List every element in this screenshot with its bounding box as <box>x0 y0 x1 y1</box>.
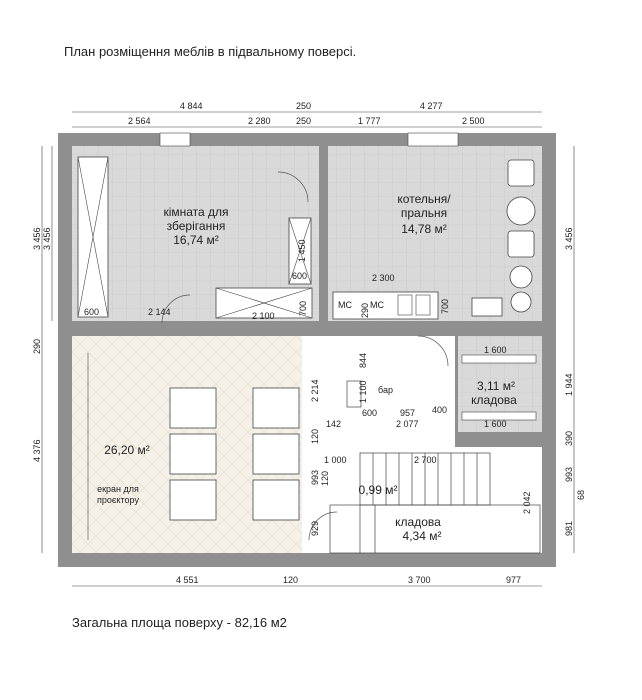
dim-600a: 600 <box>84 307 100 317</box>
dim-120a: 120 <box>310 428 320 444</box>
dim-700a: 700 <box>298 300 308 316</box>
dim-2100: 2 100 <box>252 311 275 321</box>
tank-3 <box>511 292 531 312</box>
dim-929: 929 <box>310 520 320 536</box>
tall-unit <box>472 298 502 316</box>
cinema-area: 26,20 м² <box>104 443 150 457</box>
sink-2 <box>416 295 430 315</box>
dim-600c: 600 <box>362 408 378 418</box>
dim-290: 290 <box>360 302 370 318</box>
tank-2 <box>510 266 532 288</box>
dim-top-inner-5: 2 500 <box>462 116 485 126</box>
storage-room-line1: кімната для <box>163 205 229 219</box>
dim-bottom-1: 4 551 <box>176 575 199 585</box>
screen-label-2: проєктору <box>97 495 139 505</box>
dim-top-inner-3: 250 <box>296 116 312 126</box>
boiler-room-line2: пральня <box>400 206 448 220</box>
dim-right-4: 993 <box>564 466 574 482</box>
dim-bottom-4: 977 <box>506 575 522 585</box>
dim-top-inner-1: 2 564 <box>128 116 151 126</box>
mc-label-2: МС <box>370 300 384 310</box>
washer <box>508 231 534 257</box>
pantry-top-area: 3,11 м² <box>476 379 516 393</box>
dim-700b: 700 <box>440 298 450 314</box>
dim-2077: 2 077 <box>396 419 419 429</box>
pantry-top-name: кладова <box>471 393 517 407</box>
dim-top-inner-2: 2 280 <box>248 116 271 126</box>
dim-1450: 1 450 <box>297 239 307 262</box>
dim-right-6: 981 <box>564 520 574 536</box>
dim-left-3: 4 376 <box>32 439 42 462</box>
dim-left-outer-1: 3 456 <box>32 227 42 250</box>
dim-top-outer-1: 4 844 <box>180 101 203 111</box>
dim-top-inner-4: 1 777 <box>358 116 381 126</box>
dim-1000: 1 000 <box>324 455 347 465</box>
storage-room-area: 16,74 м² <box>173 233 219 247</box>
dim-2214: 2 214 <box>310 379 320 402</box>
dim-left-inner-1: 3 456 <box>42 227 52 250</box>
dim-top-outer-3: 4 277 <box>420 101 443 111</box>
dim-2144: 2 144 <box>148 307 171 317</box>
dim-142: 142 <box>326 419 342 429</box>
plan-title: План розміщення меблів в підвальному поверсі. <box>64 44 357 59</box>
boiler-room-line1: котельня/ <box>397 192 451 206</box>
dim-right-3: 390 <box>564 430 574 446</box>
storage-room-line2: зберігання <box>166 219 226 233</box>
dim-right-5: 68 <box>576 489 586 500</box>
dim-right-1: 3 456 <box>564 227 574 250</box>
dim-120b: 120 <box>320 470 330 486</box>
boiler-room-area: 14,78 м² <box>401 222 447 236</box>
dim-957: 957 <box>400 408 416 418</box>
mc-label-1: МС <box>338 300 352 310</box>
total-area-note: Загальна площа поверху - 82,16 м2 <box>72 615 287 630</box>
dim-bottom-2: 120 <box>283 575 299 585</box>
screen-label-1: екран для <box>97 484 139 494</box>
dim-1600b: 1 600 <box>484 419 507 429</box>
dim-2042: 2 042 <box>522 491 532 514</box>
tank-1 <box>507 197 535 225</box>
dim-1100: 1 100 <box>358 380 368 403</box>
dim-844: 844 <box>358 352 368 368</box>
pantry-bottom-area: 4,34 м² <box>402 529 442 543</box>
dim-600b: 600 <box>292 271 308 281</box>
boiler-1 <box>508 160 534 186</box>
dim-400: 400 <box>432 405 448 415</box>
dim-top-outer-2: 250 <box>296 101 312 111</box>
pantry-bottom-name: кладова <box>395 515 441 529</box>
sink-1 <box>398 295 412 315</box>
dim-right-2: 1 944 <box>564 373 574 396</box>
dim-bottom-3: 3 700 <box>408 575 431 585</box>
dim-2300: 2 300 <box>372 273 395 283</box>
dim-2700: 2 700 <box>414 455 437 465</box>
hall-area: 0,99 м² <box>358 483 398 497</box>
bar-label: бар <box>378 385 393 395</box>
dim-left-2: 290 <box>32 338 42 354</box>
top-window-1 <box>160 133 190 146</box>
hall-floor <box>302 336 455 456</box>
top-window-2 <box>408 133 458 146</box>
pantry-shelf <box>462 355 536 363</box>
dim-1600a: 1 600 <box>484 345 507 355</box>
dim-993: 993 <box>310 469 320 485</box>
